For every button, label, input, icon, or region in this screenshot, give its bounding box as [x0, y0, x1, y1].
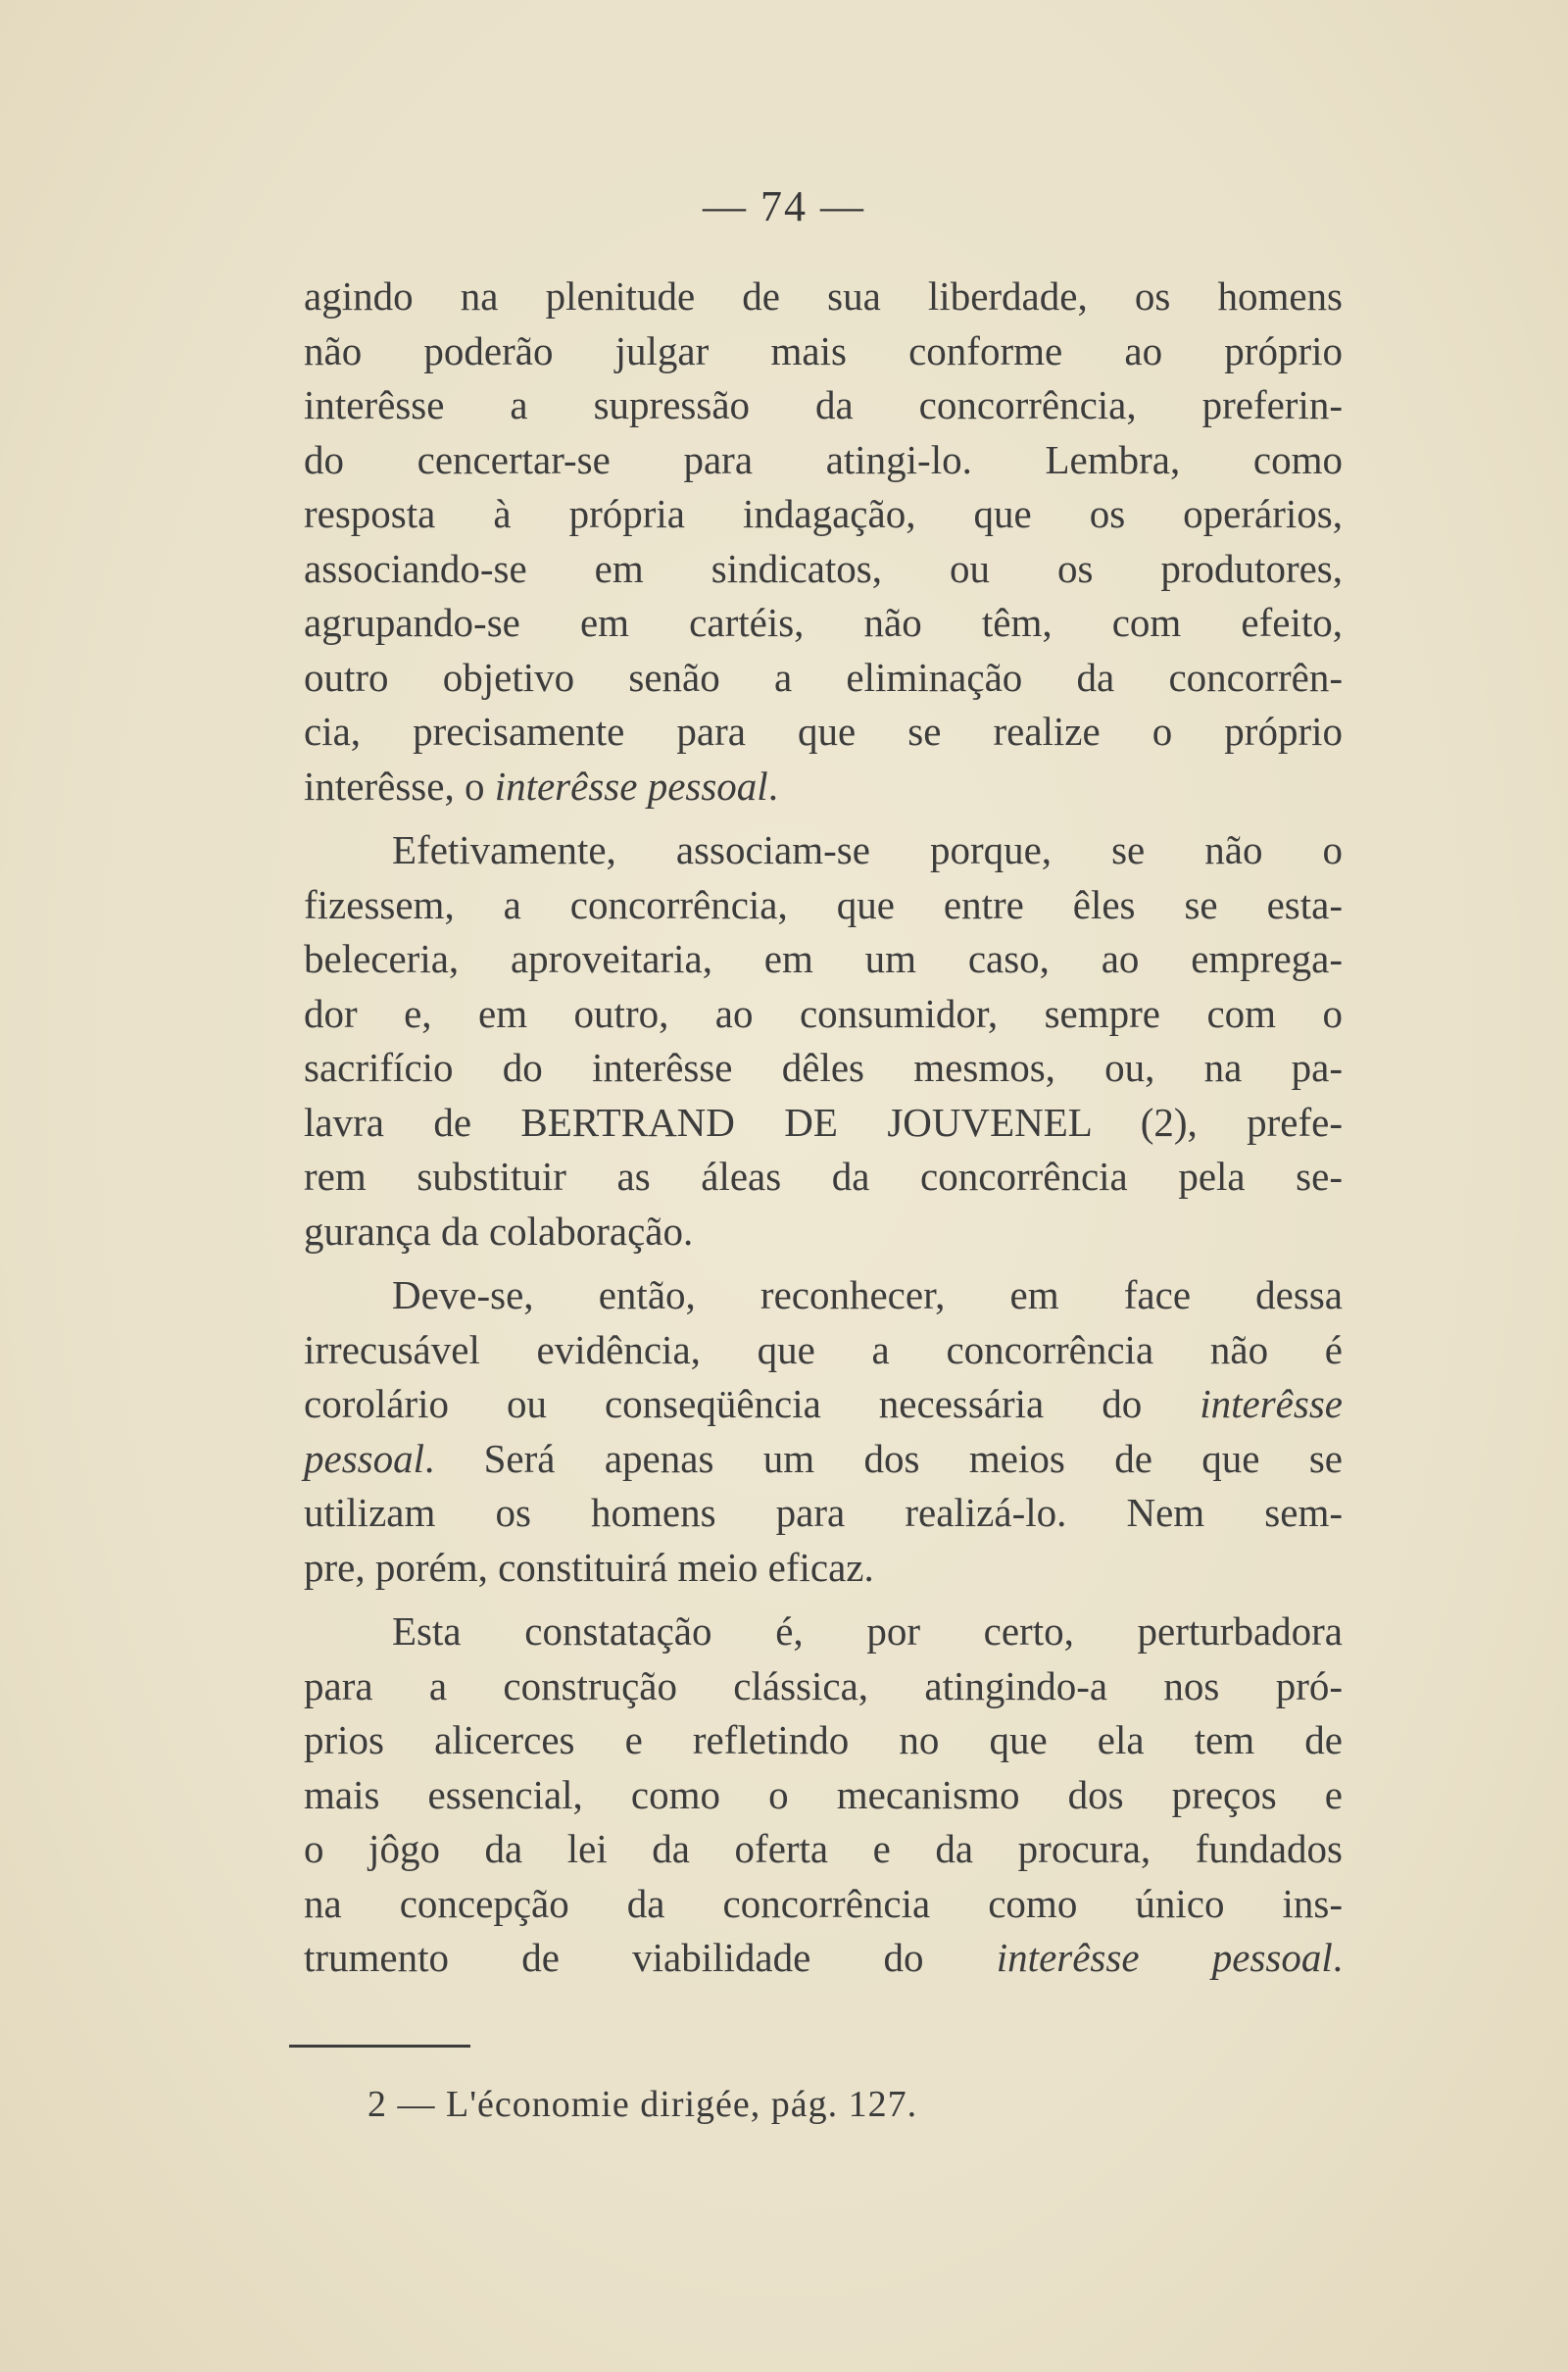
text-line: sacrifício do interêsse dêles mesmos, ou, na pa-: [304, 1045, 1343, 1090]
text-fragment: corolário ou conseqüência necessária do: [304, 1381, 1200, 1426]
text-line: pre, porém, constituirá meio eficaz.: [304, 1544, 874, 1590]
page-number: — 74 —: [703, 182, 865, 230]
text-line: gurança da colaboração.: [304, 1208, 694, 1254]
text-line: [304, 1931, 1343, 1986]
text-line: irrecusável evidência, que a concorrência não é: [304, 1326, 1343, 1372]
text-line: [304, 1432, 1343, 1487]
text-fragment: .: [767, 763, 778, 809]
text-line: prios alicerces e refletindo no que ela tem de: [304, 1717, 1343, 1762]
text-line: não poderão julgar mais conforme ao próprio: [304, 327, 1343, 373]
text-line: o jôgo da lei da oferta e da procura, fundados: [304, 1826, 1343, 1871]
text-line: resposta à própria indagação, que os operários,: [304, 491, 1343, 536]
text-line: associando-se em sindicatos, ou os produtores,: [304, 545, 1343, 591]
text-line: fizessem, a concorrência, que entre êles se esta-: [304, 881, 1343, 927]
text-line: do cencertar-se para atingi-lo. Lembra, como: [304, 436, 1343, 482]
text-fragment: . Será apenas um dos meios de que se: [424, 1435, 1343, 1481]
italic-phrase: interêsse pessoal: [494, 763, 768, 809]
text-line: para a construção clássica, atingindo-a nos pró-: [304, 1662, 1343, 1708]
italic-phrase: interêsse: [1200, 1381, 1343, 1426]
footnote-divider: [289, 2045, 470, 2048]
text-line: dor e, em outro, ao consumidor, sempre com o: [304, 990, 1343, 1036]
text-fragment: trumento de viabilidade do: [304, 1935, 997, 1980]
text-line: interêsse a supressão da concorrência, preferin-: [304, 382, 1343, 427]
italic-phrase: pessoal: [304, 1435, 424, 1481]
text-line: rem substituir as áleas da concorrência pela se-: [304, 1154, 1343, 1199]
text-fragment: .: [1332, 1935, 1343, 1980]
text-line: agindo na plenitude de sua liberdade, os homens: [304, 273, 1343, 319]
text-line: cia, precisamente para que se realize o próprio: [304, 709, 1343, 754]
text-line: utilizam os homens para realizá-lo. Nem sem-: [304, 1490, 1343, 1535]
text-line: agrupando-se em cartéis, não têm, com efeito,: [304, 600, 1343, 645]
text-line: [304, 760, 1343, 815]
text-line: outro objetivo senão a eliminação da concorrên-: [304, 654, 1343, 700]
text-line: Esta constatação é, por certo, perturbadora: [392, 1608, 1343, 1654]
paragraph-2: [304, 823, 1343, 1259]
paragraph-4: [304, 1605, 1343, 1986]
footnote: 2 — L'économie dirigée, pág. 127.: [368, 2084, 918, 2125]
text-line: [304, 1377, 1343, 1432]
text-fragment: interêsse, o: [304, 763, 495, 809]
body-text: [304, 270, 1343, 1986]
text-line: Deve-se, então, reconhecer, em face dessa: [392, 1272, 1343, 1317]
paragraph-1: [304, 270, 1343, 814]
text-line: Efetivamente, associam-se porque, se não o: [392, 827, 1343, 872]
italic-phrase: interêsse pessoal: [996, 1935, 1333, 1980]
text-line: na concepção da concorrência como único ins-: [304, 1880, 1343, 1926]
text-line: beleceria, aproveitaria, em um caso, ao emprega-: [304, 936, 1343, 981]
text-line: mais essencial, como o mecanismo dos preços e: [304, 1771, 1343, 1817]
paragraph-3: [304, 1268, 1343, 1595]
text-line: lavra de BERTRAND DE JOUVENEL (2), prefe-: [304, 1099, 1343, 1145]
